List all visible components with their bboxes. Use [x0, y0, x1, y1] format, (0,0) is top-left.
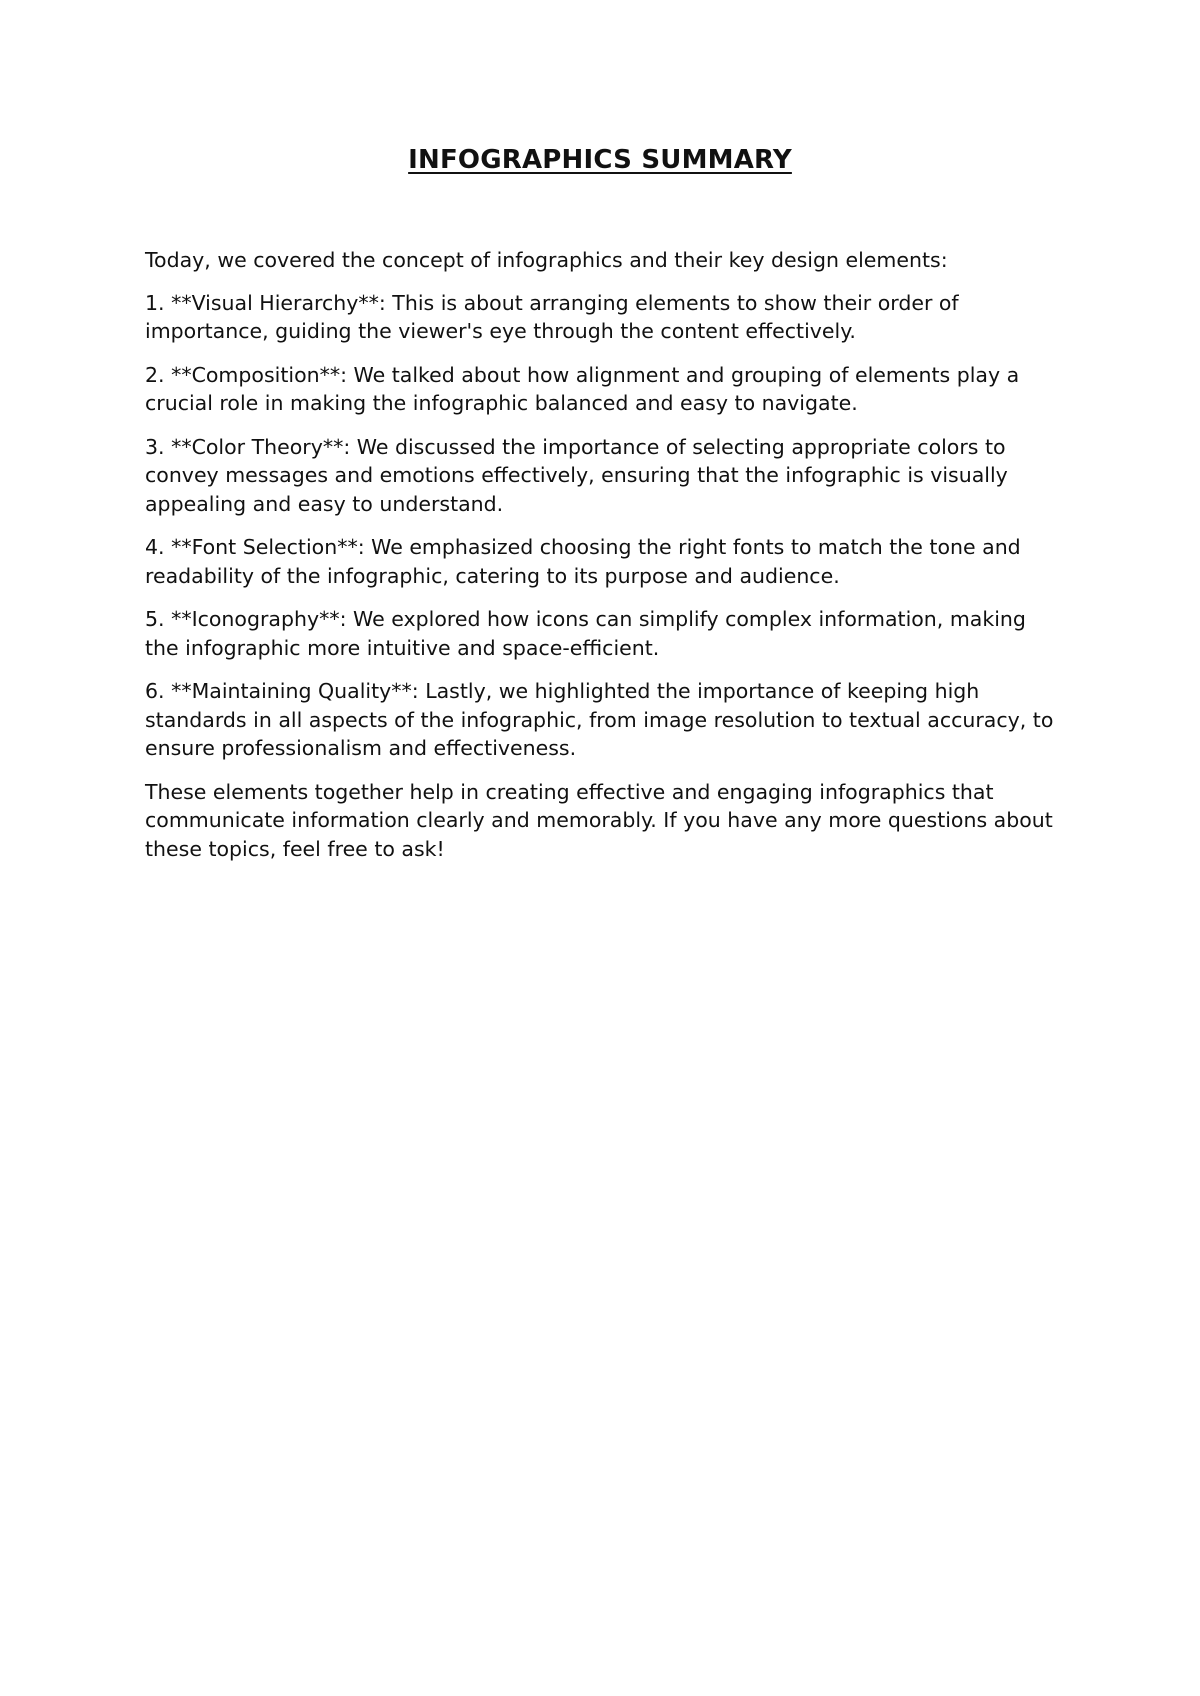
document-title: INFOGRAPHICS SUMMARY — [408, 145, 792, 175]
document-body — [145, 246, 1065, 878]
list-item: 6. **Maintaining Quality**: Lastly, we highlighted the importance of keeping high standards in all aspects of the infographic, from image resolution to textual accuracy, to ensure professionalism and effectiveness. — [145, 679, 1054, 760]
list-item: 3. **Color Theory**: We discussed the importance of selecting appropriate colors to convey messages and emotions effectively, ensuring that the infographic is visually appealing and easy to understand. — [145, 434, 1008, 516]
list-item: 2. **Composition**: We talked about how alignment and grouping of elements play a crucial role in making the infographic balanced and easy to navigate. — [145, 362, 1020, 415]
list-item: 5. **Iconography**: We explored how icons can simplify complex information, making the infographic more intuitive and space-efficient. — [145, 607, 1026, 660]
list-item: 4. **Font Selection**: We emphasized choosing the right fonts to match the tone and readability of the infographic, catering to its purpose and audience. — [145, 535, 1021, 588]
closing-paragraph: These elements together help in creating effective and engaging infographics that communicate information clearly and memorably. If you have any more questions about these topics, feel free to ask! — [145, 779, 1053, 861]
intro-paragraph: Today, we covered the concept of infographics and their key design elements: — [145, 248, 948, 272]
list-item: 1. **Visual Hierarchy**: This is about arranging elements to show their order of importance, guiding the viewer's eye through the content effectively. — [145, 290, 959, 343]
